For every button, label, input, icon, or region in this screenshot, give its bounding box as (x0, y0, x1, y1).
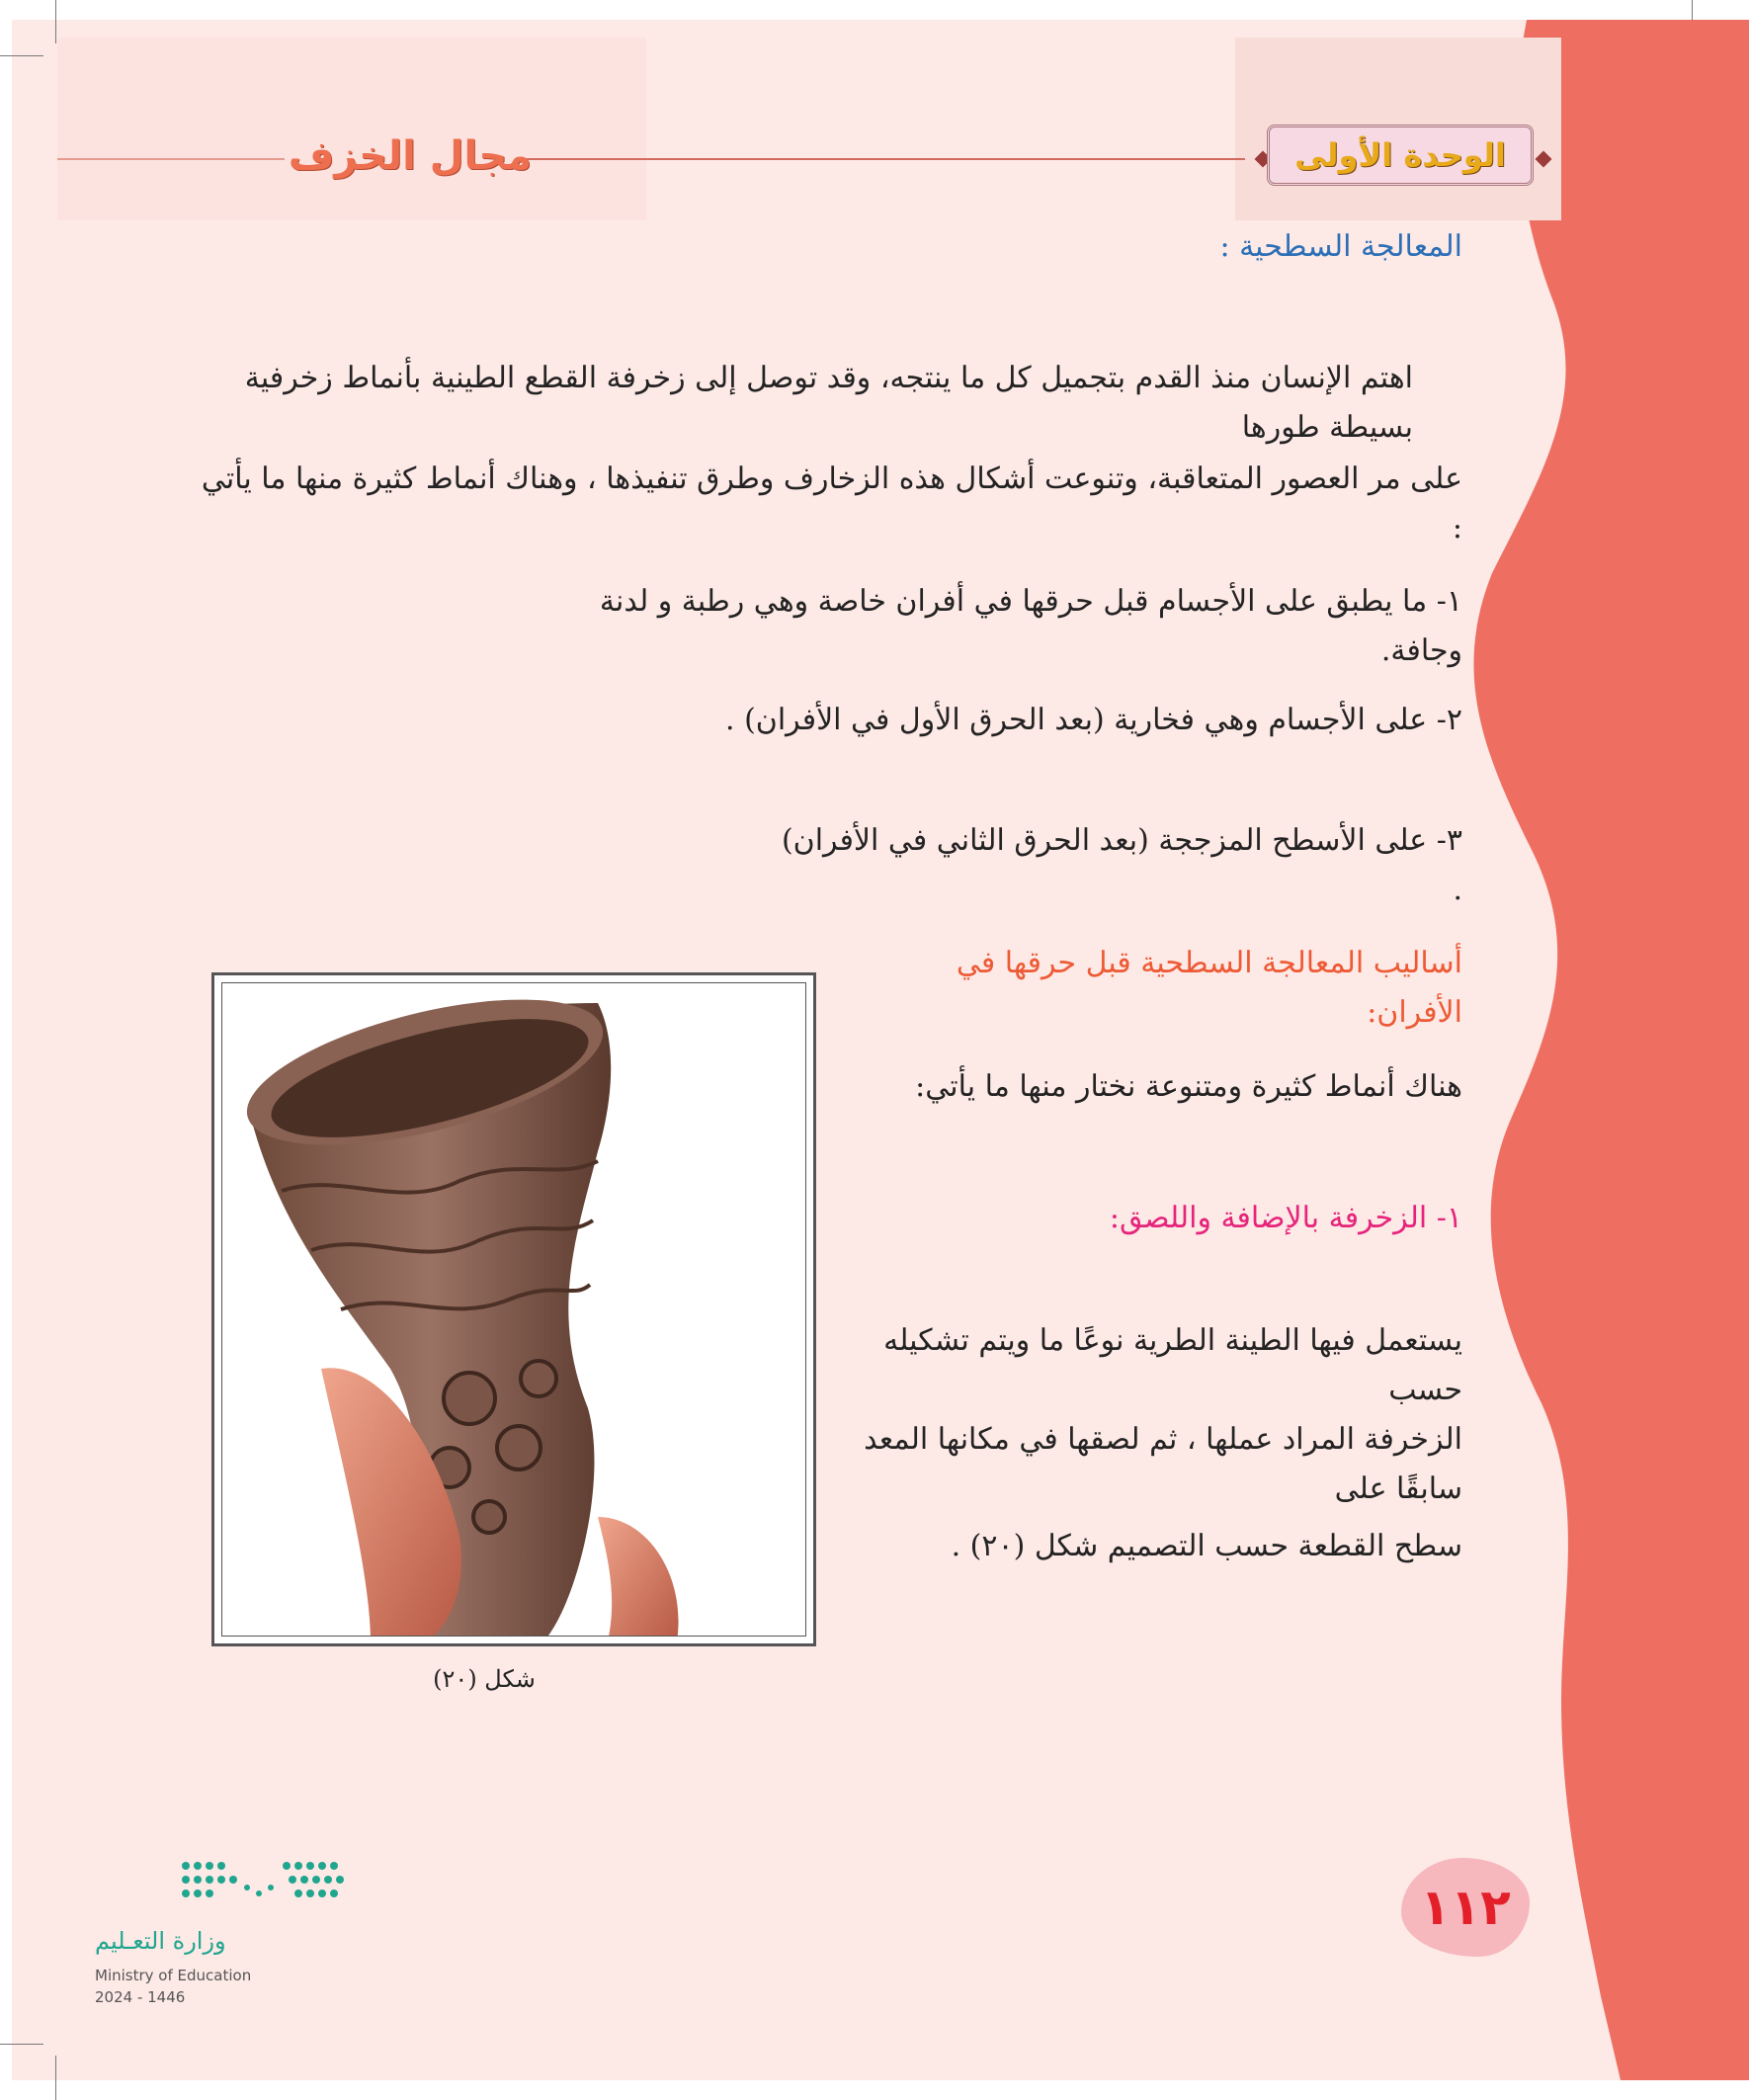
intro-line: اهتم الإنسان منذ القدم بتجميل كل ما ينتجه، وقد توصل إلى زخرفة القطع الطينية بأنماط زخرفية بسيطة طورها (244, 361, 1413, 445)
edition-year: 2024 - 1446 (95, 1988, 186, 2006)
list-item: ١- ما يطبق على الأجسام قبل حرقها في أفران خاصة وهي رطبة و لدنة وجافة. (599, 584, 1462, 668)
figure-caption: شكل (٢٠) (433, 1665, 536, 1693)
list-item: ٢- على الأجسام وهي فخارية (بعد الحرق الأول في الأفران) . (725, 703, 1462, 737)
paragraph-line: الزخرفة المراد عملها ، ثم لصقها في مكانها المعد سابقًا على (864, 1422, 1462, 1506)
clay-vase-illustration (222, 983, 806, 1637)
ministry-name-english: Ministry of Education (95, 1967, 252, 1984)
ministry-logo-icon (178, 1858, 356, 1907)
header-divider-left (57, 158, 285, 160)
header-divider (524, 158, 1245, 160)
figure-frame (211, 972, 816, 1646)
subheading-addition-decoration: ١- الزخرفة بالإضافة واللصق: (1109, 1201, 1462, 1235)
paragraph-line: يستعمل فيها الطينة الطرية نوعًا ما ويتم تشكيله حسب (883, 1323, 1462, 1407)
intro-line: على مر العصور المتعاقبة، وتنوعت أشكال هذه الزخارف وطرق تنفيذها ، وهناك أنماط كثيرة منها ما يأتي : (201, 462, 1462, 546)
figure-image (221, 982, 806, 1637)
page-number-badge (1401, 1858, 1530, 1957)
section-heading: المعالجة السطحية : (1219, 229, 1462, 264)
unit-badge (1267, 125, 1534, 186)
unit-label: الوحدة الأولى (1294, 136, 1506, 174)
paragraph-line: سطح القطعة حسب التصميم شكل (٢٠) . (951, 1529, 1462, 1563)
methods-heading: أساليب المعالجة السطحية قبل حرقها في الأفران: (956, 946, 1462, 1030)
page-number: ١١٢ (1420, 1879, 1511, 1936)
methods-intro: هناك أنماط كثيرة ومتنوعة نختار منها ما يأتي: (915, 1069, 1462, 1104)
domain-title: مجال الخزف (288, 133, 533, 179)
list-item: ٣- على الأسطح المزججة (بعد الحرق الثاني في الأفران) . (781, 823, 1462, 907)
ministry-name-arabic: وزارة التعـليم (95, 1927, 226, 1955)
